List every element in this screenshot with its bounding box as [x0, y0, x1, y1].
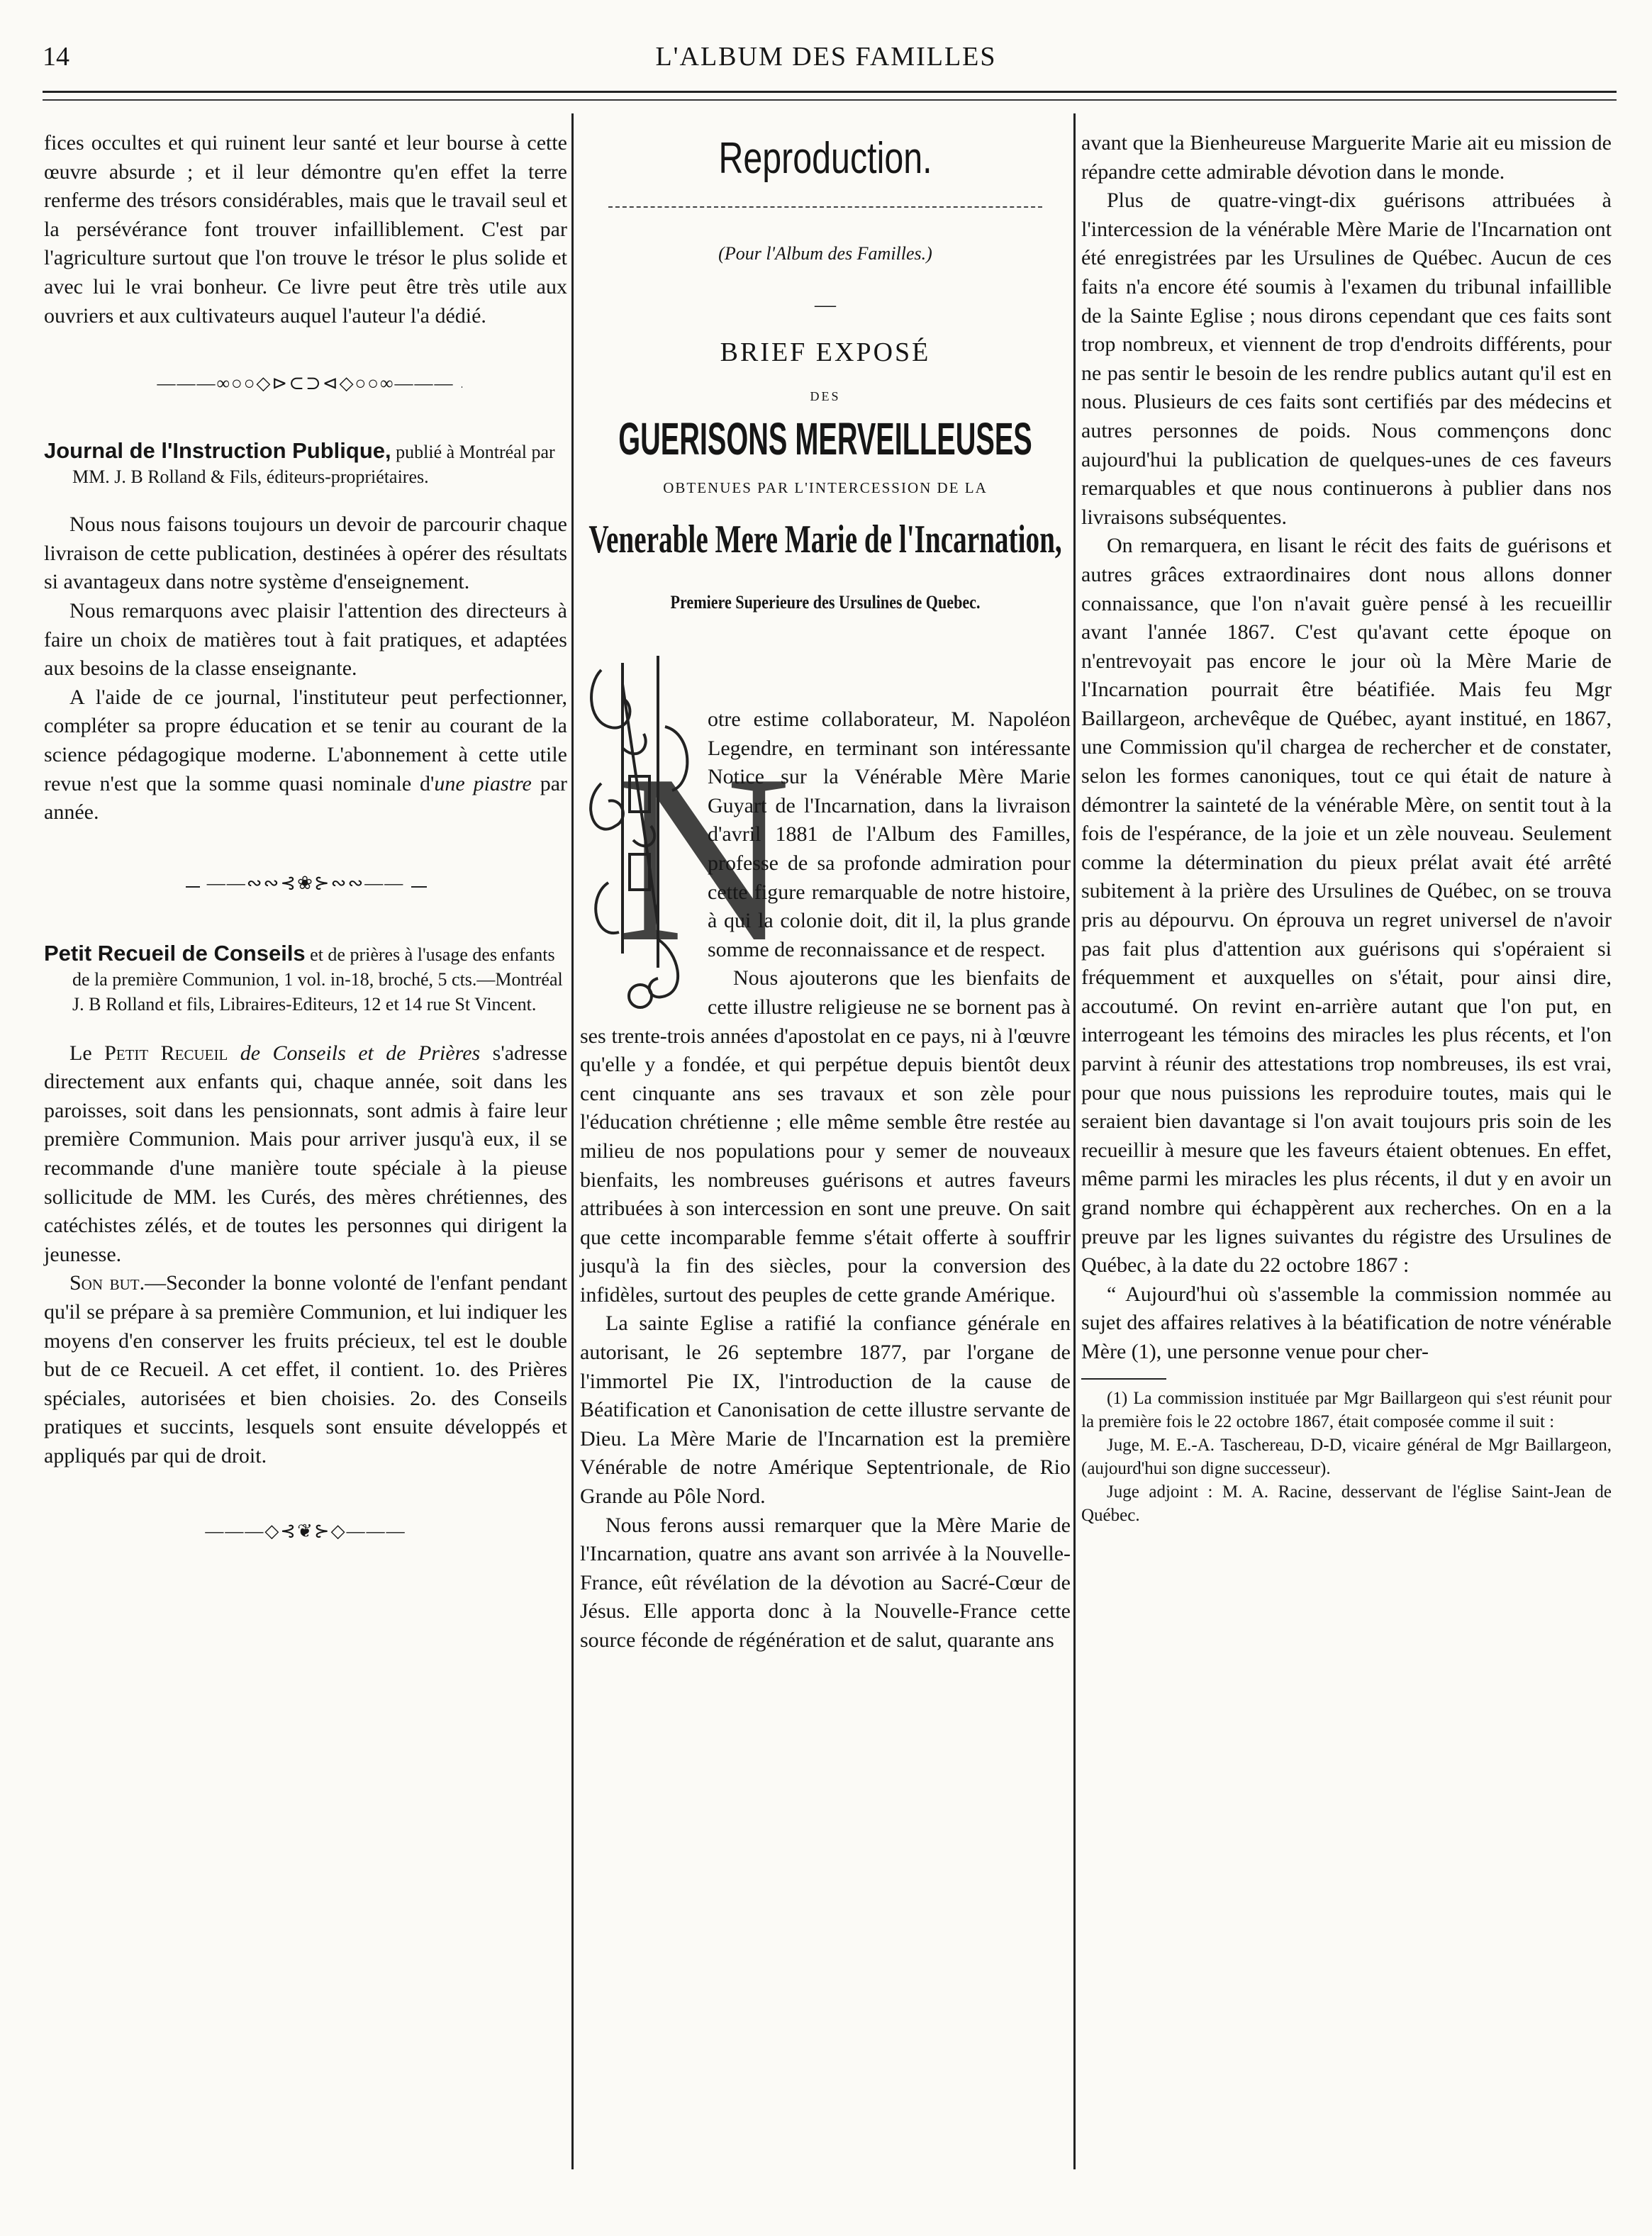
recueil-title: Petit Recueil de Conseils [44, 940, 306, 966]
recueil-paragraph-2: Son but.—Seconder la bonne volonté de l'enfant pendant qu'il se prépare à sa première Communion, et lui indiquer les moyens d'en conserver les fruits précieux, tel est le double but de ce Recueil. A cet effet, il contient. 1o. des Prières spéciales, autorisées et bien choisies. 2o. des Conseils pratiques et succints, lesquels sont ensuite développés et appliqués par qui de droit. [44, 1271, 567, 1468]
recueil-paragraph-1: Le Petit Recueil de Conseils et de Prières s'adresse directement aux enfants qui, chaque année, soit dans les paroisses, soit dans les pensionnats, sont admis à faire leur première Communion. Mais pour arriver jusqu'à eux, il se recommande d'une manière toute spéciale à la pieuse sollicitude de MM. les Curés, des mères chrétiennes, des catéchistes zélés, et de toutes les personnes qui dirigent la jeunesse. [44, 1041, 568, 1266]
column-left [44, 129, 567, 1549]
ornament-divider-3: ———◇⊰❦⊱◇——— [44, 1521, 567, 1549]
article-paragraph-1: otre estime collaborateur, M. Napoléon Legendre, en terminant son intéressante Notice sur la Vénérable Mère Marie Guyart de l'Incarnation, dans la livraison d'avril 1881 de l'Album des Familles, professe de sa profonde admiration pour cette figure remarquable de notre histoire, à qui la colonie doit, dit il, la plus grande somme de reconnaissance et de respect. [708, 708, 1071, 961]
heading-venerable: Venerable Mere Marie de l'Incarnation, [588, 518, 1062, 561]
article-paragraph-5: avant que la Bienheureuse Marguerite Marie ait eu mission de répandre cette admirable dévotion dans le monde. [1081, 131, 1612, 184]
recueil-publisher: et de prières à l'usage des enfants de la première Communion, 1 vol. in-18, broché, 5 cts.—Montréal J. B Rolland et fils, Libraires-Editeurs, 12 et 14 rue St Vincent. [72, 944, 563, 1014]
drop-cap-n-icon [580, 642, 791, 1017]
dash-separator: — [815, 293, 836, 316]
heading-brief-expose: BRIEF EXPOSÉ [720, 337, 931, 367]
heading-des: DES [810, 389, 841, 403]
column-divider-2 [1073, 113, 1076, 2169]
journal-title: Journal de l'Instruction Publique, [44, 438, 391, 464]
journal-notice-heading [44, 438, 567, 489]
article-paragraph-3: La sainte Eglise a ratifié la confiance générale en autorisant, le 26 septembre 1877, par l'organe de l'immortel Pie IX, l'introduction de la cause de Béatification et Canonisation de cette illustre servante de Dieu. La Mère Marie de l'Incarnation est la première Vénérable de notre Amérique Septentrionale, de Rio Grande au Pôle Nord. [580, 1312, 1071, 1509]
heading-premiere-superieure: Premiere Superieure des Ursulines de Quebec. [670, 592, 981, 613]
page-header [43, 41, 1609, 77]
column-divider-1 [571, 113, 574, 2169]
heading-guerisons: GUERISONS MERVEILLEUSES [618, 413, 1032, 464]
continued-paragraph: fices occultes et qui ruinent leur santé et leur bourse à cette œuvre absurde ; et il leur démontre qu'en effet la terre renferme des trésors considérables, mais que le travail seul et la persévérance font trouver infailliblement. C'est par l'agriculture surtout que l'on trouve le trésor le plus solide et avec lui le vrai bonheur. Ce livre peut être très utile aux ouvriers et aux cultivateurs auquel l'auteur l'a dédié. [44, 131, 567, 328]
journal-paragraph-2: Nous remarquons avec plaisir l'attention des directeurs à faire un choix de matières tout à fait pratiques, et adaptées aux besoins de la classe enseignante. [44, 598, 567, 681]
heading-obtenues: OBTENUES PAR L'INTERCESSION DE LA [663, 479, 988, 496]
ornament-divider-2: ——∾∾⊰❀⊱∾∾—— [44, 873, 567, 901]
section-title: Reproduction. [718, 134, 932, 183]
header-rule [43, 91, 1617, 93]
footnote-2: Juge, M. E.-A. Taschereau, D-D, vicaire général de Mgr Baillargeon, (aujourd'hui son digne successeur). [1081, 1435, 1612, 1478]
column-middle [580, 129, 1071, 1655]
article-paragraph-4: Nous ferons aussi remarquer que la Mère Marie de l'Incarnation, quatre ans avant son arrivée à la Nouvelle-France, eût révélation de la dévotion au Sacré-Cœur de Jésus. Elle apporta donc à la Nouvelle-France cette source féconde de régénération et de salut, quarante ans [580, 1513, 1071, 1652]
journal-paragraph-1: Nous nous faisons toujours un devoir de parcourir chaque livraison de cette publication, destinées à opérer des résultats si avantageux dans notre système d'enseignement. [44, 513, 567, 594]
footnote-1: (1) La commission instituée par Mgr Baillargeon qui s'est réunit pour la première fois le 22 octobre 1867, était composée comme il suit : [1081, 1388, 1612, 1431]
article-paragraph-8: “ Aujourd'hui où s'assemble la commission nommée au sujet des affaires relatives à la béatification de notre vénérable Mère (1), une personne venue pour cher- [1081, 1282, 1612, 1363]
journal-publisher: publié à Montréal par MM. J. B Rolland & Fils, éditeurs-propriétaires. [72, 442, 555, 488]
page-number: 14 [43, 42, 69, 72]
svg-text:N: N [617, 725, 791, 992]
footnote-3: Juge adjoint : M. A. Racine, desservant de l'église Saint-Jean de Québec. [1081, 1482, 1612, 1525]
source-credit: (Pour l'Album des Familles.) [718, 243, 932, 264]
article-paragraph-6: Plus de quatre-vingt-dix guérisons attribuées à l'intercession de la vénérable Mère Marie de l'Incarnation ont été enregistrées par les Ursulines de Québec. Aucun de ces faits n'a encore été soumis à l'examen du tribunal infaillible de la Sainte Eglise ; nous dirons cependant que ces faits sont trop nombreux, et viennent de trop d'endroits différents, pour ne pas sentir le besoin de les rendre publics autant qu'il est en nous. Plusieurs de ces faits sont certifiés par des médecins et autres personnes de poids. Nous commençons donc aujourd'hui la publication de quelques-unes de ces faveurs remarquables et que nous continuerons à publier dans nos livraisons subséquentes. [1081, 189, 1612, 529]
ornate-drop-cap [580, 642, 791, 1017]
column-right [1081, 129, 1612, 1527]
recueil-notice-heading [44, 941, 567, 1017]
header-rule-thin [43, 99, 1617, 101]
ornament-divider-1 [44, 373, 567, 401]
article-paragraph-2: Nous ajouterons que les bienfaits de cette illustre religieuse ne se bornent pas à ses trente-trois années d'apostolat en ce pays, ni à l'œuvre qu'elle y a fondée, et qui perpétue depuis bientôt deux cent cinquante ans ses travaux et son zèle pour l'éducation chrétienne ; elle même semble être restée au milieu de nos populations pour y semer de nouveaux bienfaits, les nombreuses guérisons et autres faveurs attribuées à son intercession en sont une preuve. On sait que cette incomparable femme s'était offerte à souffrir jusqu'à la fin des siècles, pour la conversion des infidèles, surtout des peuples de cette grande Amérique. [580, 966, 1071, 1307]
ornament-glyphs: ———∞○○◇⊳⊂⊃⊲◇○○∞——— [150, 373, 461, 393]
article-paragraph-7: On remarquera, en lisant le récit des faits de guérisons et autres grâces extraordinaires dont nous allons donner connaissance, que l'on n'avait guère pensé à les recueillir avant l'année 1867. C'est qu'avant cette époque on n'entrevoyait pas encore le jour où la Mère Marie de l'Incarnation pourrait être béatifiée. Mais feu Mgr Baillargeon, archevêque de Québec, ayant institué, en 1867, une Commission qu'il chargea de rechercher et de constater, selon les formes canoniques, tout ce qui était de nature à démontrer la sainteté de la vénérable Mère, on sentit tout à la fois de l'espérance, de la joie et un zèle nouveau. Seulement comme la détermination du pieux prélat avait été arrêté subitement à la prière des Ursulines de Québec, on se trouva pris au dépourvu. On éprouva un regret universel de n'avoir pas fait plus d'attention aux guérisons qui s'opéraient si fréquemment et auxquelles on s'était, pour ainsi dire, accoutumé. On revint en-arrière autant que l'on put, en interrogeant les témoins des miracles les plus récents, et l'on parvint à réunir des attestations trop nombreuses, ils est vrai, pour que nous puissions les reproduire toutes, mais qui le seraient bien davantage si l'on avait toujours pris soin de les recueillir à mesure que les faveurs étaient obtenues. En effet, même parmi les miracles les plus récents, il dut y en avoir un grand nombre qui échappèrent aux recherches. On en a la preuve par les lignes suivantes du régistre des Ursulines de Québec, à la date du 22 octobre 1867 : [1081, 534, 1612, 1278]
title-rule [608, 206, 1042, 208]
running-title: L'ALBUM DES FAMILLES [655, 42, 997, 72]
footnote-rule [1081, 1378, 1166, 1380]
journal-paragraph-3: A l'aide de ce journal, l'instituteur peut perfectionner, compléter sa propre éducation et se tenir au courant de la science pédagogique moderne. L'abonnement à cette utile revue n'est que la somme quasi nominale d'une piastre par année. [44, 685, 568, 824]
